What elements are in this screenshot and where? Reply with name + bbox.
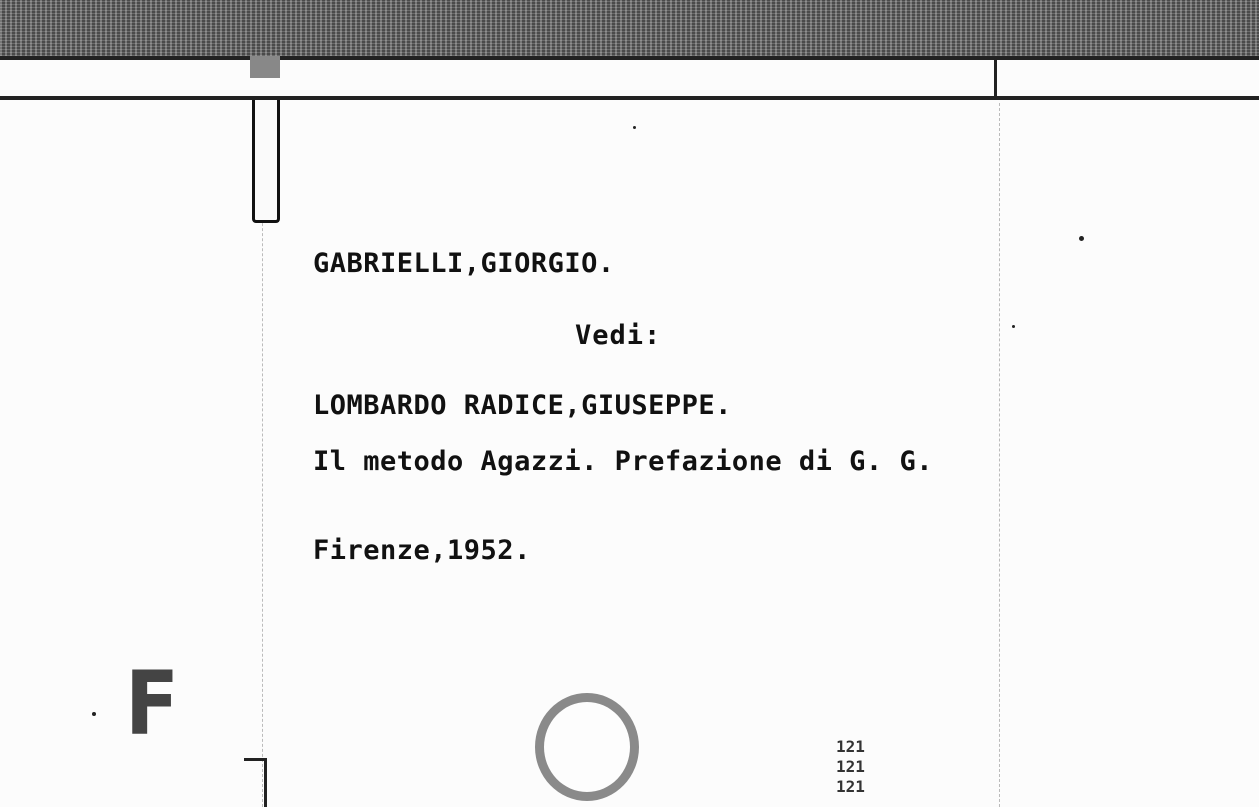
speck [1079,236,1084,241]
see-reference-label: Vedi: [575,320,662,351]
card-counter [836,737,865,797]
reference-author: LOMBARDO RADICE,GIUSEPPE. [313,390,732,421]
lower-bracket [244,758,267,807]
scan-noise-band [0,0,1259,56]
speck [633,126,636,129]
reference-imprint: Firenze,1952. [313,535,531,566]
tray-clip [250,56,280,78]
counter-line: 121 [836,737,865,756]
speck [1012,325,1015,328]
reference-title: Il metodo Agazzi. Prefazione di G. G. [313,446,933,477]
tray-divider [994,56,997,96]
speck [92,712,96,716]
punch-hole [535,693,639,801]
card-tab [252,100,280,223]
top-rule [0,56,1259,60]
tray-rule [0,96,1259,100]
card-heading: GABRIELLI,GIORGIO. [313,248,615,279]
counter-line: 121 [836,777,865,796]
margin-letter: F [125,652,180,755]
counter-line: 121 [836,757,865,776]
